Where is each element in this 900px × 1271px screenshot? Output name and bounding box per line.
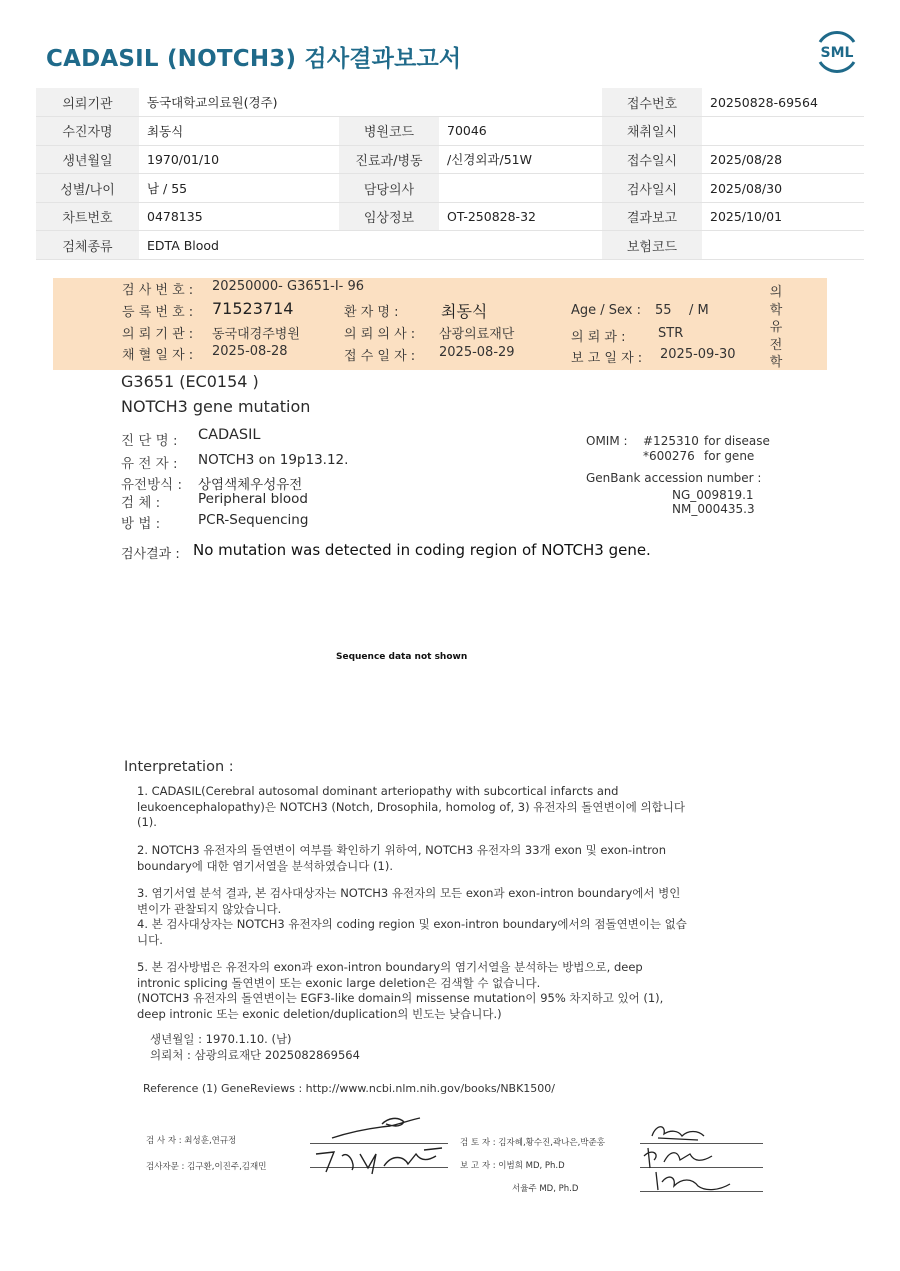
- recv-date-label: 접 수 일 자 :: [344, 349, 416, 364]
- detail-label: 진 단 명 :: [121, 433, 178, 449]
- paragraph-line: boundary에 대한 염기서열을 분석하였습니다 (1).: [137, 858, 393, 873]
- department-vertical-label: 의 학 유 전 학: [769, 285, 783, 370]
- info-value: 0478135: [139, 202, 339, 231]
- patient-label: 환 자 명 :: [344, 305, 399, 320]
- report-title: CADASIL (NOTCH3) 검사결과보고서: [46, 46, 462, 72]
- reviewer-label: 검 토 자 : 김자혜,황수진,곽나은,박준홍: [460, 1138, 605, 1148]
- info-label: 담당의사: [339, 174, 439, 203]
- info-value: 2025/10/01: [702, 202, 864, 231]
- test-no-label: 검 사 번 호 :: [122, 283, 194, 298]
- age: 55: [655, 303, 672, 318]
- info-value: EDTA Blood: [139, 231, 602, 260]
- sml-logo: [812, 30, 862, 74]
- test-code: G3651 (EC0154 ): [121, 372, 259, 391]
- patient-info-table: [36, 88, 864, 260]
- omim-disease: #125310: [643, 434, 699, 448]
- omim-disease-note: for disease: [704, 434, 770, 448]
- advisor-signature: [312, 1146, 452, 1178]
- info-label: 의뢰기관: [36, 88, 139, 117]
- info-value: 2025/08/28: [702, 145, 864, 174]
- req-org-label: 의 뢰 기 관 :: [122, 327, 194, 342]
- req-org: 동국대경주병원: [212, 327, 300, 342]
- dept-label: 의 뢰 과 :: [571, 330, 626, 345]
- scanned-result-sheet: [0, 262, 900, 1271]
- req-doc-label: 의 뢰 의 사 :: [344, 327, 416, 342]
- paragraph-line: 4. 본 검사대상자는 NOTCH3 유전자의 coding region 및 exon-intron boundary에서의 점돌연변이는 없습: [137, 917, 687, 931]
- info-value: 남 / 55: [139, 174, 339, 203]
- result-text: No mutation was detected in coding region of NOTCH3 gene.: [193, 541, 651, 559]
- info-label: 접수일시: [602, 145, 702, 174]
- paragraph-line: 3. 염기서열 분석 결과, 본 검사대상자는 NOTCH3 유전자의 모든 exon과 exon-intron boundary에서 병인: [137, 886, 681, 900]
- interpretation-paragraph: [137, 886, 757, 948]
- reviewer-signature: [648, 1120, 718, 1144]
- reference: Reference (1) GeneReviews : http://www.ncbi.nlm.nih.gov/books/NBK1500/: [143, 1082, 556, 1095]
- info-label: 결과보고: [602, 202, 702, 231]
- info-row: [36, 202, 864, 231]
- tester-label: 검 사 자 : 최성훈,연규정: [146, 1136, 237, 1146]
- info-row: [36, 88, 864, 117]
- info-value: 20250828-69564: [702, 88, 864, 117]
- patient-name: 최동식: [441, 302, 488, 321]
- omim-gene-note: for gene: [704, 449, 755, 463]
- paragraph-line: intronic splicing 돌연변이 또는 exonic large deletion은 검색할 수 없습니다.: [137, 975, 541, 990]
- gene-value: NOTCH3 on 19p13.12.: [198, 452, 349, 468]
- info-label: 진료과/병동: [339, 145, 439, 174]
- info-label: 차트번호: [36, 202, 139, 231]
- tester-signature: [330, 1114, 440, 1144]
- genbank-ng: NG_009819.1: [672, 488, 754, 502]
- reporter2-signature: [648, 1168, 738, 1194]
- genbank-label: GenBank accession number :: [586, 471, 762, 485]
- detail-label: 검 체 :: [121, 495, 161, 511]
- test-name: NOTCH3 gene mutation: [121, 397, 311, 416]
- detail-label: 방 법 :: [121, 516, 161, 532]
- reporter-label: 보 고 자 : 이범희 MD, Ph.D: [460, 1161, 565, 1171]
- paragraph-line: 변이가 관찰되지 않았습니다.: [137, 901, 282, 916]
- paragraph-line: 5. 본 검사방법은 유전자의 exon과 exon-intron boundary의 염기서열을 분석하는 방법으로, deep: [137, 960, 643, 974]
- info-value: [702, 231, 864, 260]
- recv-date: 2025-08-29: [439, 345, 515, 360]
- interpretation-paragraph: [137, 784, 757, 831]
- info-value: 동국대학교의료원(경주): [139, 88, 602, 117]
- logo-text: SML: [820, 45, 854, 61]
- requester-line: 의뢰처 : 삼광의료재단 2025082869564: [150, 1048, 360, 1062]
- detail-label: 유전방식 :: [121, 477, 183, 493]
- info-value: /신경외과/51W: [439, 145, 602, 174]
- inheritance-value: 상염색체우성유전: [198, 477, 303, 493]
- reporter-signature: [642, 1144, 722, 1170]
- omim-label: OMIM :: [586, 434, 628, 448]
- info-row: [36, 231, 864, 260]
- diagnosis-value: CADASIL: [198, 427, 261, 443]
- interpretation-paragraph: [137, 843, 757, 874]
- info-value: 1970/01/10: [139, 145, 339, 174]
- header-band: [53, 278, 827, 370]
- birth-line: 생년월일 : 1970.1.10. (남): [150, 1032, 292, 1046]
- info-value: 70046: [439, 117, 602, 146]
- paragraph-line: 니다.: [137, 932, 163, 947]
- draw-date: 2025-08-28: [212, 344, 288, 359]
- info-label: 수진자명: [36, 117, 139, 146]
- paragraph-line: 2. NOTCH3 유전자의 돌연변이 여부를 확인하기 위하여, NOTCH3 유전자의 33개 exon 및 exon-intron: [137, 843, 666, 857]
- reg-no: 71523714: [212, 299, 294, 318]
- info-value: OT-250828-32: [439, 202, 602, 231]
- info-row: [36, 145, 864, 174]
- info-value: 2025/08/30: [702, 174, 864, 203]
- sex: / M: [689, 303, 709, 318]
- info-label: 생년월일: [36, 145, 139, 174]
- info-row: [36, 174, 864, 203]
- omim-gene: *600276: [643, 449, 695, 463]
- info-label: 검사일시: [602, 174, 702, 203]
- paragraph-line: (1).: [137, 815, 157, 829]
- paragraph-line: (NOTCH3 유전자의 돌연변이는 EGF3-like domain의 missense mutation이 95% 차지하고 있어 (1),: [137, 991, 664, 1005]
- paragraph-line: 1. CADASIL(Cerebral autosomal dominant arteriopathy with subcortical infarcts and: [137, 784, 619, 798]
- reporter2-label: 서율주 MD, Ph.D: [512, 1184, 579, 1194]
- info-label: 성별/나이: [36, 174, 139, 203]
- genbank-nm: NM_000435.3: [672, 502, 755, 516]
- interpretation-title: Interpretation :: [124, 759, 234, 775]
- specimen-value: Peripheral blood: [198, 491, 308, 507]
- result-label: 검사결과 :: [121, 547, 180, 562]
- info-value: [702, 117, 864, 146]
- dept: STR: [658, 326, 684, 341]
- info-value: [439, 174, 602, 203]
- info-label: 보험코드: [602, 231, 702, 260]
- paragraph-line: leukoencephalopathy)은 NOTCH3 (Notch, Drosophila, homolog of, 3) 유전자의 돌연변이에 의합니다: [137, 799, 685, 814]
- age-sex-label: Age / Sex :: [571, 303, 642, 318]
- info-label: 접수번호: [602, 88, 702, 117]
- info-label: 채취일시: [602, 117, 702, 146]
- detail-label: 유 전 자 :: [121, 456, 178, 472]
- info-label: 임상정보: [339, 202, 439, 231]
- info-row: [36, 117, 864, 146]
- reg-no-label: 등 록 번 호 :: [122, 305, 194, 320]
- method-value: PCR-Sequencing: [198, 512, 309, 528]
- info-label: 병원코드: [339, 117, 439, 146]
- paragraph-line: deep intronic 또는 exonic deletion/duplication의 빈도는 낮습니다.): [137, 1006, 502, 1021]
- report-date-label: 보 고 일 자 :: [571, 351, 643, 366]
- report-date: 2025-09-30: [660, 347, 736, 362]
- sequence-note: Sequence data not shown: [336, 652, 468, 662]
- interpretation-paragraph: [137, 960, 757, 1022]
- advisor-label: 검사자문 : 김구환,이진주,김재민: [146, 1162, 267, 1172]
- req-doc: 삼광의료재단: [439, 327, 515, 342]
- info-label: 검체종류: [36, 231, 139, 260]
- test-no: 20250000- G3651-I- 96: [212, 279, 365, 294]
- info-value: 최동식: [139, 117, 339, 146]
- draw-date-label: 채 혈 일 자 :: [122, 348, 194, 363]
